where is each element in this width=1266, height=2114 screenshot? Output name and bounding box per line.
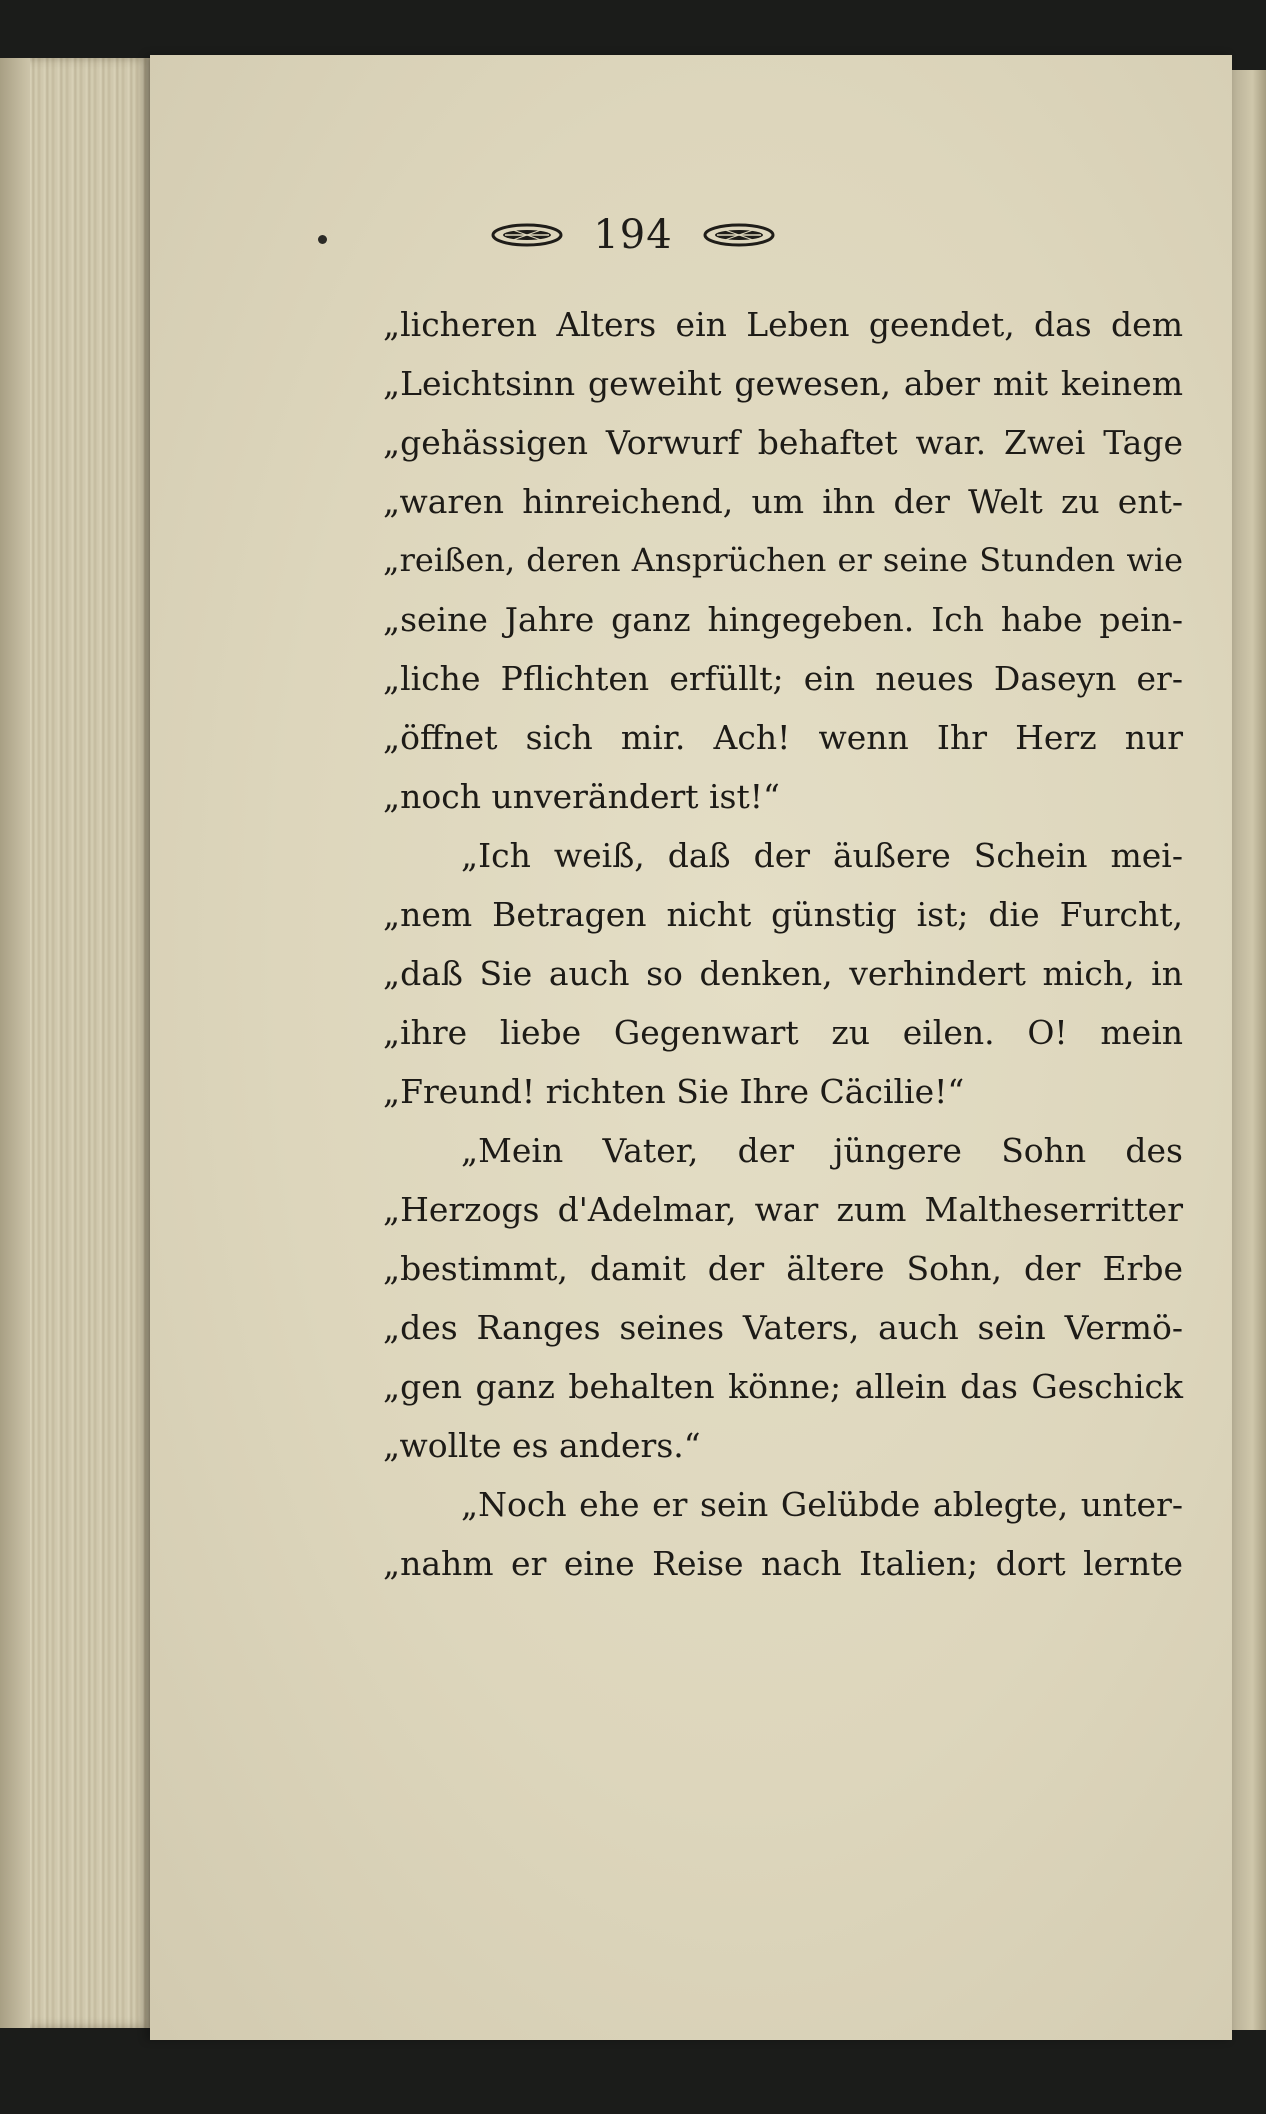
- page-number: 194: [593, 212, 673, 258]
- text-line: „Mein Vater, der jüngere Sohn des: [461, 1131, 1183, 1170]
- page-block-edge: [0, 58, 150, 2028]
- text-line: „Ich weiß, daß der äußere Schein mei-: [461, 836, 1183, 875]
- text-line: „Herzogs d'Adelmar, war zum Maltheserritter: [383, 1190, 1183, 1229]
- text-line: „wollte es anders.“: [383, 1426, 701, 1465]
- text-line: „nahm er eine Reise nach Italien; dort lernte: [383, 1544, 1183, 1583]
- text-line: „noch unverändert ist!“: [383, 777, 780, 816]
- text-line: „seine Jahre ganz hingegeben. Ich habe pein-: [383, 600, 1183, 639]
- text-line: „bestimmt, damit der ältere Sohn, der Erbe: [383, 1249, 1183, 1288]
- text-line: „gen ganz behalten könne; allein das Geschick: [383, 1367, 1183, 1406]
- text-line: „gehässigen Vorwurf behaftet war. Zwei Tage: [383, 423, 1183, 462]
- ornament-right-icon: [703, 223, 775, 247]
- text-line: „Freund! richten Sie Ihre Cäcilie!“: [383, 1072, 965, 1111]
- text-line: „ihre liebe Gegenwart zu eilen. O! mein: [383, 1013, 1183, 1052]
- page-header: [0, 212, 1266, 272]
- text-line: „liche Pflichten erfüllt; ein neues Daseyn er-: [383, 659, 1183, 698]
- text-line: „reißen, deren Ansprüchen er seine Stunden wie: [383, 541, 1183, 579]
- text-line: „nem Betragen nicht günstig ist; die Furcht,: [383, 895, 1183, 934]
- body-text: [383, 295, 1183, 1593]
- text-line: „licheren Alters ein Leben geendet, das dem: [383, 305, 1183, 344]
- text-line: „Leichtsinn geweiht gewesen, aber mit keinem: [383, 364, 1183, 403]
- text-line: „daß Sie auch so denken, verhindert mich, in: [383, 954, 1183, 993]
- text-line: „Noch ehe er sein Gelübde ablegte, unter-: [461, 1485, 1183, 1524]
- text-line: „waren hinreichend, um ihn der Welt zu ent-: [383, 482, 1183, 521]
- text-line: „des Ranges seines Vaters, auch sein Vermö-: [383, 1308, 1183, 1347]
- facing-page-edge: [1232, 70, 1266, 2030]
- ornament-left-icon: [491, 223, 563, 247]
- text-line: „öffnet sich mir. Ach! wenn Ihr Herz nur: [383, 718, 1183, 757]
